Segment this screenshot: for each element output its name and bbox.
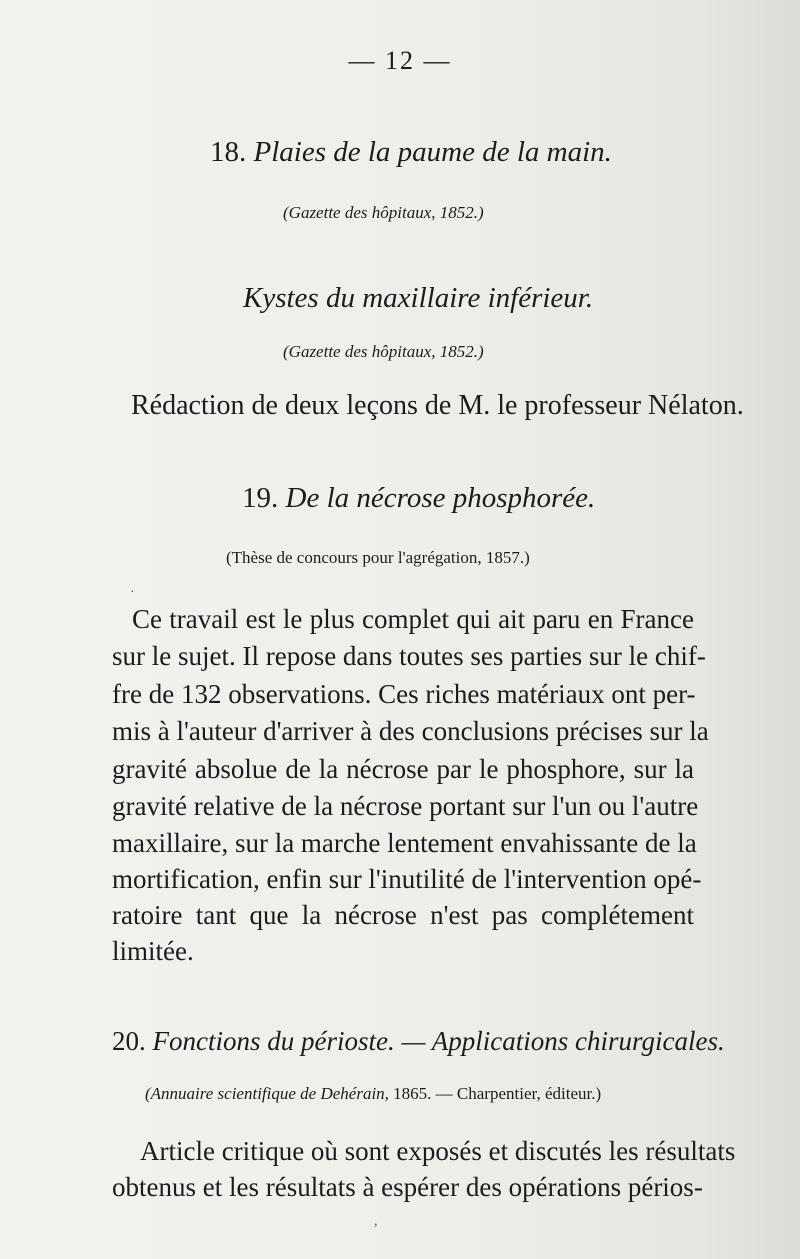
paragraph-line: mis à l'auteur d'arriver à des conclusions précises sur la — [112, 716, 709, 746]
page-number: — 12 — — [348, 46, 452, 75]
paragraph-line: Article critique où sont exposés et discutés les résultats — [140, 1136, 736, 1166]
entry-title: Kystes du maxillaire inférieur. — [243, 282, 594, 314]
entry-title: De la nécrose phosphorée. — [285, 482, 596, 514]
entry-number: 18. — [210, 136, 247, 168]
entry-reference: (Thèse de concours pour l'agrégation, 1857.) — [226, 548, 530, 567]
paragraph-line: ratoire tant que la nécrose n'est pas complétement — [112, 900, 694, 930]
entry-kystes-heading — [243, 282, 593, 315]
entry-reference — [145, 1084, 601, 1104]
entry-reference: (Gazette des hôpitaux, 1852.) — [283, 342, 484, 361]
paragraph-line: limitée. — [112, 936, 194, 966]
entry-reference: (Gazette des hôpitaux, 1852.) — [283, 203, 484, 222]
paragraph-line: fre de 132 observations. Ces riches matériaux ont per- — [112, 679, 696, 709]
paragraph-line: Ce travail est le plus complet qui ait paru en France — [132, 604, 694, 634]
paragraph-line: obtenus et les résultats à espérer des opérations périos- — [112, 1172, 703, 1202]
entry-18-heading — [210, 136, 612, 169]
entry-19-heading — [242, 482, 595, 515]
paragraph-line: mortification, enfin sur l'inutilité de l'intervention opé- — [112, 864, 702, 894]
speck-mark: , — [374, 1214, 378, 1229]
paragraph-line: maxillaire, sur la marche lentement envahissante de la — [112, 828, 697, 858]
reference-detail: 1865. — Charpentier, éditeur.) — [393, 1084, 602, 1103]
paragraph-line: gravité relative de la nécrose portant sur l'un ou l'autre — [112, 791, 699, 821]
redaction-line: Rédaction de deux leçons de M. le professeur Nélaton. — [131, 390, 744, 421]
entry-20-heading — [112, 1026, 725, 1057]
speck-mark: · — [130, 585, 135, 600]
entry-number: 19. — [242, 482, 279, 514]
entry-number: 20. — [112, 1026, 146, 1056]
entry-title: Plaies de la paume de la main. — [253, 136, 612, 168]
reference-source: (Annuaire scientifique de Dehérain, — [145, 1084, 389, 1103]
paragraph-line: sur le sujet. Il repose dans toutes ses parties sur le chif- — [112, 641, 706, 671]
entry-title: Fonctions du périoste. — Applications chirurgicales. — [152, 1026, 725, 1056]
paragraph-line: gravité absolue de la nécrose par le phosphore, sur la — [112, 754, 694, 784]
